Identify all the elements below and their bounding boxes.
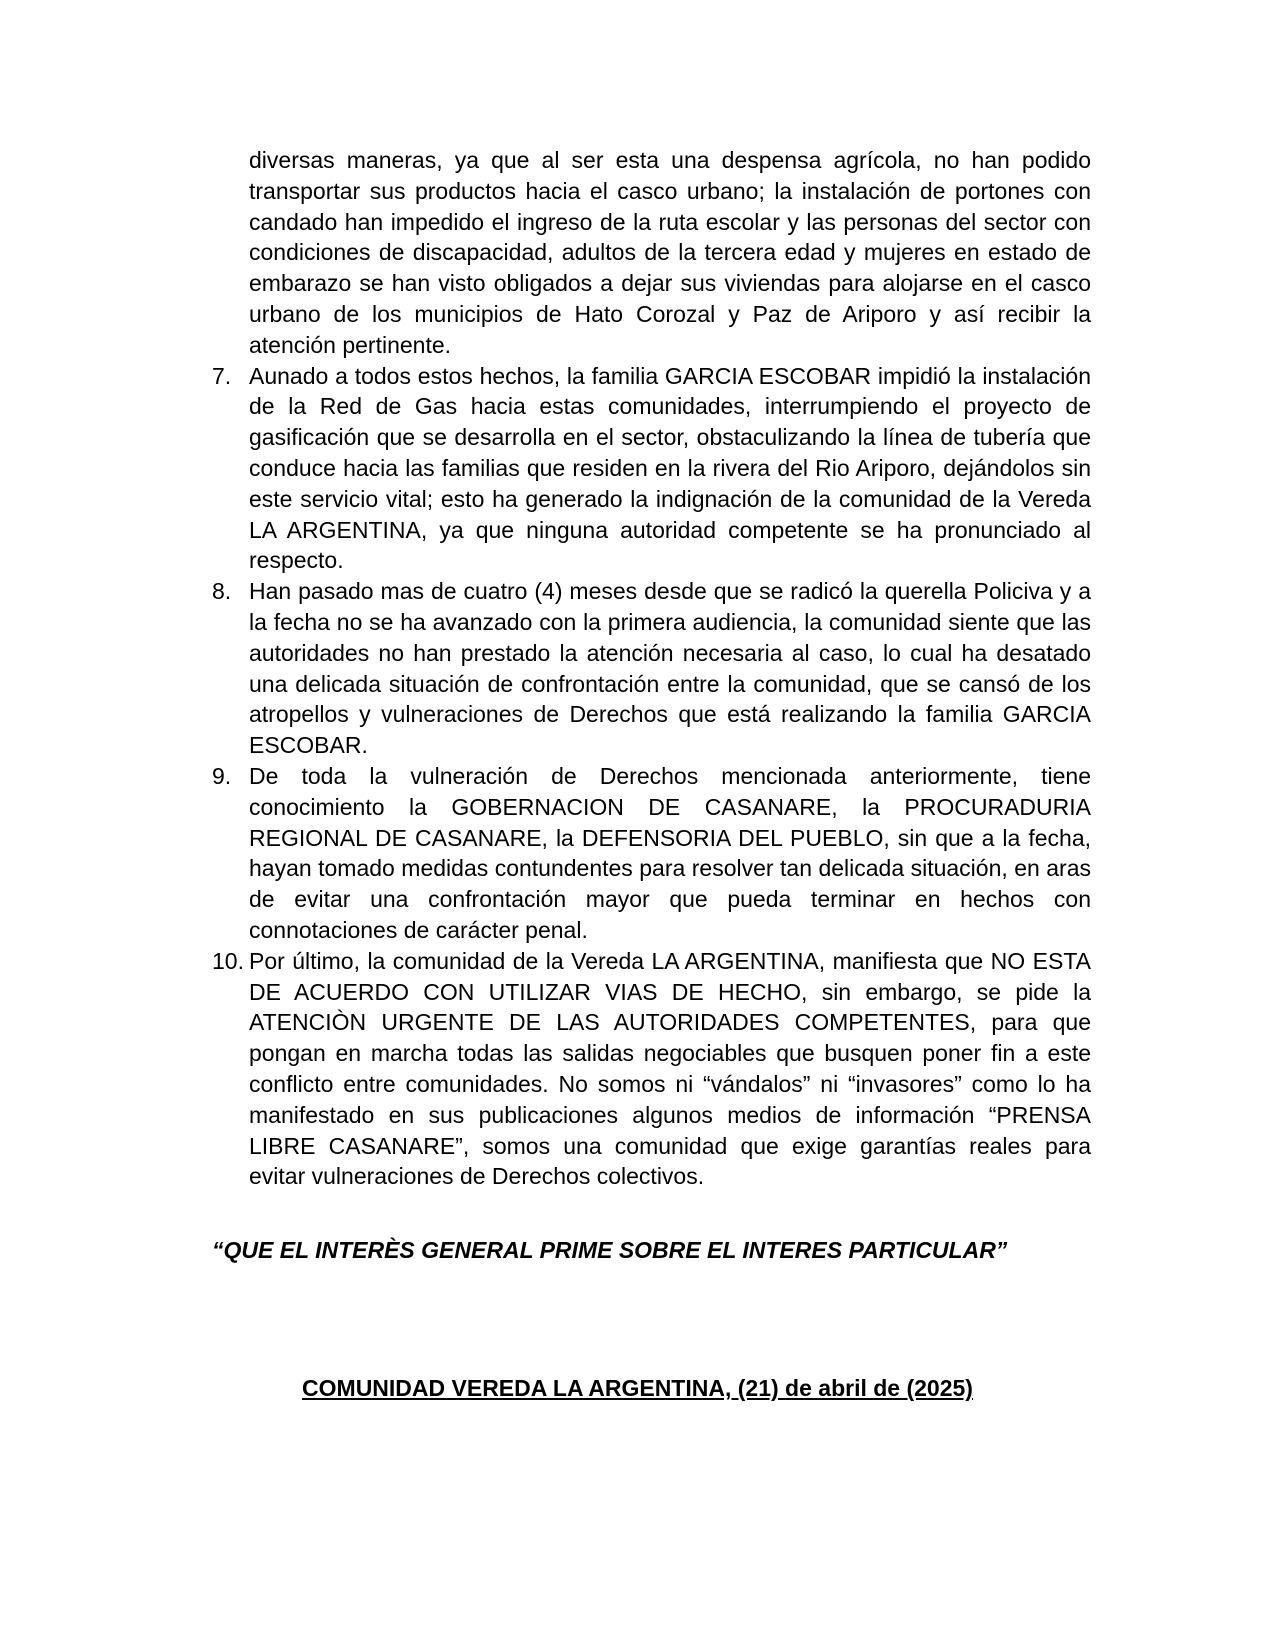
paragraph-10 xyxy=(212,946,1091,1192)
paragraph-number xyxy=(212,145,249,361)
paragraph-8 xyxy=(212,576,1091,761)
paragraph-text: diversas maneras, ya que al ser esta una despensa agrícola, no han podido transportar sus productos hacia el casco urbano; la instalación de portones con candado han impedido el ingreso de la ruta escolar y las personas del sector con condiciones de discapacidad, adultos de la tercera edad y mujeres en estado de embarazo se han visto obligados a dejar sus viviendas para alojarse en el casco urbano de los municipios de Hato Corozal y Paz de Ariporo y así recibir la atención pertinente. xyxy=(249,147,1091,358)
paragraph-9 xyxy=(212,761,1091,946)
paragraph-text: Han pasado mas de cuatro (4) meses desde que se radicó la querella Policiva y a la fecha no se ha avanzado con la primera audiencia, la comunidad siente que las autoridades no han prestado la atención necesaria al caso, lo cual ha desatado una delicada situación de confrontación entre la comunidad, que se cansó de los atropellos y vulneraciones de Derechos que está realizando la familia GARCIA ESCOBAR. xyxy=(249,578,1091,759)
paragraph-number: 7. xyxy=(212,362,232,389)
paragraph-number: 10. xyxy=(212,947,244,974)
paragraph-continuation xyxy=(212,145,1091,361)
paragraph-text: De toda la vulneración de Derechos mencionada anteriormente, tiene conocimiento la GOBERNACION DE CASANARE, la PROCURADURIA REGIONAL DE CASANARE, la DEFENSORIA DEL PUEBLO, sin que a la fecha, hayan tomado medidas contundentes para resolver tan delicada situación, en aras de evitar una confrontación mayor que pueda terminar en hechos con connotaciones de carácter penal. xyxy=(249,762,1091,943)
motto-quote: “QUE EL INTERÈS GENERAL PRIME SOBRE EL INTERES PARTICULAR” xyxy=(212,1237,1008,1263)
paragraph-number: 8. xyxy=(212,578,232,605)
paragraph-7 xyxy=(212,361,1091,577)
signature-line: COMUNIDAD VEREDA LA ARGENTINA, (21) de abril de (2025) xyxy=(302,1375,973,1401)
paragraph-text: Por último, la comunidad de la Vereda LA ARGENTINA, manifiesta que NO ESTA DE ACUERDO CON UTILIZAR VIAS DE HECHO, sin embargo, se pide la ATENCIÒN URGENTE DE LAS AUTORIDADES COMPETENTES, para que pongan en marcha todas las salidas negociables que busquen poner fin a este conflicto entre comunidades. No somos ni “vándalos” ni “invasores” como lo ha manifestado en sus publicaciones algunos medios de información “PRENSA LIBRE CASANARE”, somos una comunidad que exige garantías reales para evitar vulneraciones de Derechos colectivos. xyxy=(249,947,1091,1190)
document-body xyxy=(212,145,1091,1192)
paragraph-number: 9. xyxy=(212,762,232,789)
paragraph-text: Aunado a todos estos hechos, la familia GARCIA ESCOBAR impidió la instalación de la Red de Gas hacia estas comunidades, interrumpiendo el proyecto de gasificación que se desarrolla en el sector, obstaculizando la línea de tubería que conduce hacia las familias que residen en la rivera del Rio Ariporo, dejándolos sin este servicio vital; esto ha generado la indignación de la comunidad de la Vereda LA ARGENTINA, ya que ninguna autoridad competente se ha pronunciado al respecto. xyxy=(249,362,1091,574)
